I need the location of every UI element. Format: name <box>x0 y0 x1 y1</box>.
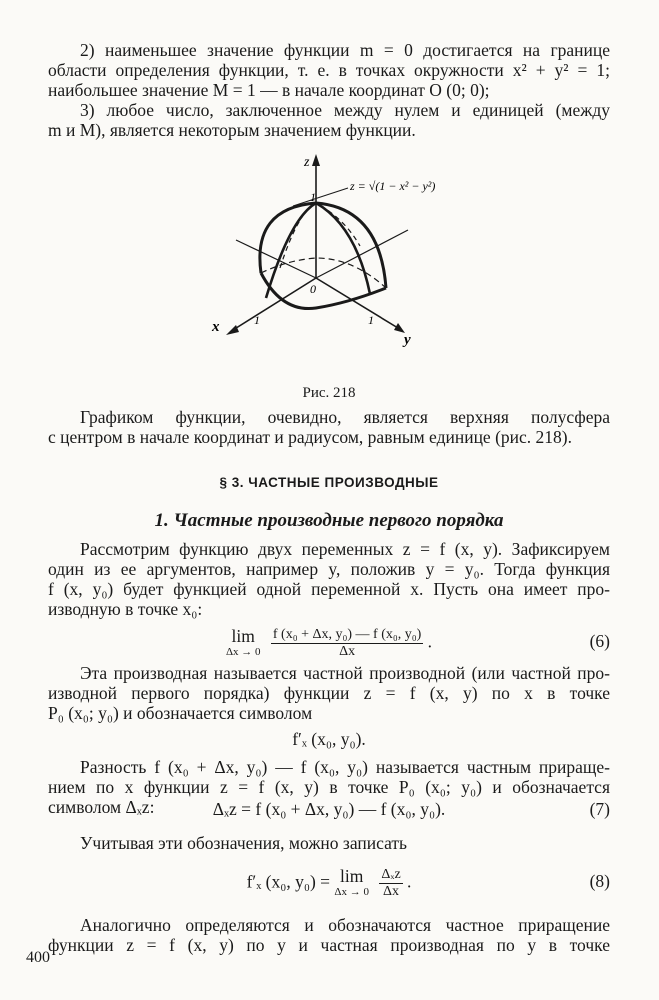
paragraph-graph-line2: с центром в начале координат и радиусом, равным единице (рис. 218). <box>48 427 572 447</box>
page-number: 400 <box>26 949 50 966</box>
formula-period: . <box>427 631 433 652</box>
paragraph-consider-line3: f (x, y₀) будет функцией одной переменной x. Пусть она имеет про- <box>48 579 610 599</box>
equation-number-6: (6) <box>589 631 610 651</box>
hemisphere-diagram <box>48 148 610 383</box>
paragraph-taking: Учитывая эти обозначения, можно записать <box>80 833 408 853</box>
paragraph-item-3-line1: 3) любое число, заключенное между нулем и единицей (между <box>80 100 610 120</box>
equation-number-7: (7) <box>589 799 610 819</box>
paragraph-item-3-line2: m и M), является некоторым значением функции. <box>48 120 416 140</box>
formula-7 <box>48 797 610 821</box>
fraction-8-numerator: Δₓz <box>381 867 401 882</box>
paragraph-item-2-line1: 2) наименьшее значение функции m = 0 достигается на границе <box>80 40 610 60</box>
limit-operator <box>225 625 261 660</box>
subsection-title: 1. Частные производные первого порядка <box>154 510 504 531</box>
lim-subscript: Δx → 0 <box>225 645 261 658</box>
limit-operator-8 <box>334 865 369 900</box>
lim-text-8: lim <box>340 865 364 886</box>
equation-number-8: (8) <box>589 871 610 891</box>
lim-subscript-8: Δx → 0 <box>334 885 369 898</box>
section-title: § 3. ЧАСТНЫЕ ПРОИЗВОДНЫЕ <box>219 475 439 490</box>
fraction-8-denominator: Δx <box>383 884 400 899</box>
figure-caption: Рис. 218 <box>302 385 356 401</box>
one-right-label: 1 <box>368 313 374 327</box>
x-axis <box>233 278 316 330</box>
partial-derivative-symbol: f′ₓ (x₀, y₀). <box>292 729 366 749</box>
paragraph-called-line1: Эта производная называется частной производной (или частной про- <box>80 663 610 683</box>
page <box>48 40 610 955</box>
one-left-label: 1 <box>254 313 260 327</box>
paragraph-difference-line2: нием по x функции z = f (x, y) в точке P₀ (x₀; y₀) и обозначается <box>48 777 610 797</box>
z-arrow <box>312 154 320 166</box>
paragraph-difference-line3: символом Δₓz: <box>48 797 155 817</box>
y-label: y <box>404 332 411 348</box>
formula-8-lhs: f′ₓ (x₀, y₀) = <box>246 871 331 892</box>
hemisphere-outline <box>260 203 386 288</box>
meridian-yz <box>316 203 370 294</box>
formula-7-body: Δₓz = f (x₀ + Δx, y₀) — f (x₀, y₀). <box>212 799 446 819</box>
paragraph-consider-line4: изводную в точке x₀: <box>48 599 203 619</box>
paragraph-graph-line1: Графиком функции, очевидно, является верхняя полусфера <box>80 407 610 427</box>
figure-hemisphere <box>48 148 610 383</box>
fraction <box>271 627 423 660</box>
one-top-label: 1 <box>310 190 316 204</box>
x-label: x <box>212 319 220 335</box>
formula-8-period: . <box>407 871 412 892</box>
origin-label: 0 <box>310 282 316 296</box>
paragraph-consider-line2: один из ее аргументов, например y, положив y = y₀. Тогда функция <box>48 559 610 579</box>
paragraph-item-2-line2: области определения функции, т. е. в точках окружности x² + y² = 1; <box>48 60 610 80</box>
fraction-numerator: f (x₀ + Δx, y₀) — f (x₀, y₀) <box>272 627 422 642</box>
paragraph-analog-line1: Аналогично определяются и обозначаются частное приращение <box>80 915 610 935</box>
fraction-denominator: Δx <box>339 644 356 659</box>
surface-equation-label: z = √(1 − x² − y²) <box>350 179 436 193</box>
z-label: z <box>304 155 310 170</box>
lim-text: lim <box>231 625 255 646</box>
formula-6 <box>48 619 610 663</box>
paragraph-analog-line2: функции z = f (x, y) по y и частная производная по y в точке <box>48 935 610 955</box>
x-arrow <box>226 325 239 335</box>
paragraph-difference-line1: Разность f (x₀ + Δx, y₀) — f (x₀, y₀) называется частным прираще- <box>80 757 610 777</box>
fraction-8 <box>379 867 402 900</box>
paragraph-called-line3: P₀ (x₀; y₀) и обозначается символом <box>48 703 313 723</box>
paragraph-called-line2: изводной первого порядка) функции z = f (x, y) по x в точке <box>48 683 610 703</box>
formula-8 <box>48 853 610 909</box>
paragraph-item-2-line3: наибольшее значение M = 1 — в начале координат O (0; 0); <box>48 80 490 100</box>
paragraph-consider-line1: Рассмотрим функцию двух переменных z = f (x, y). Зафиксируем <box>80 539 610 559</box>
